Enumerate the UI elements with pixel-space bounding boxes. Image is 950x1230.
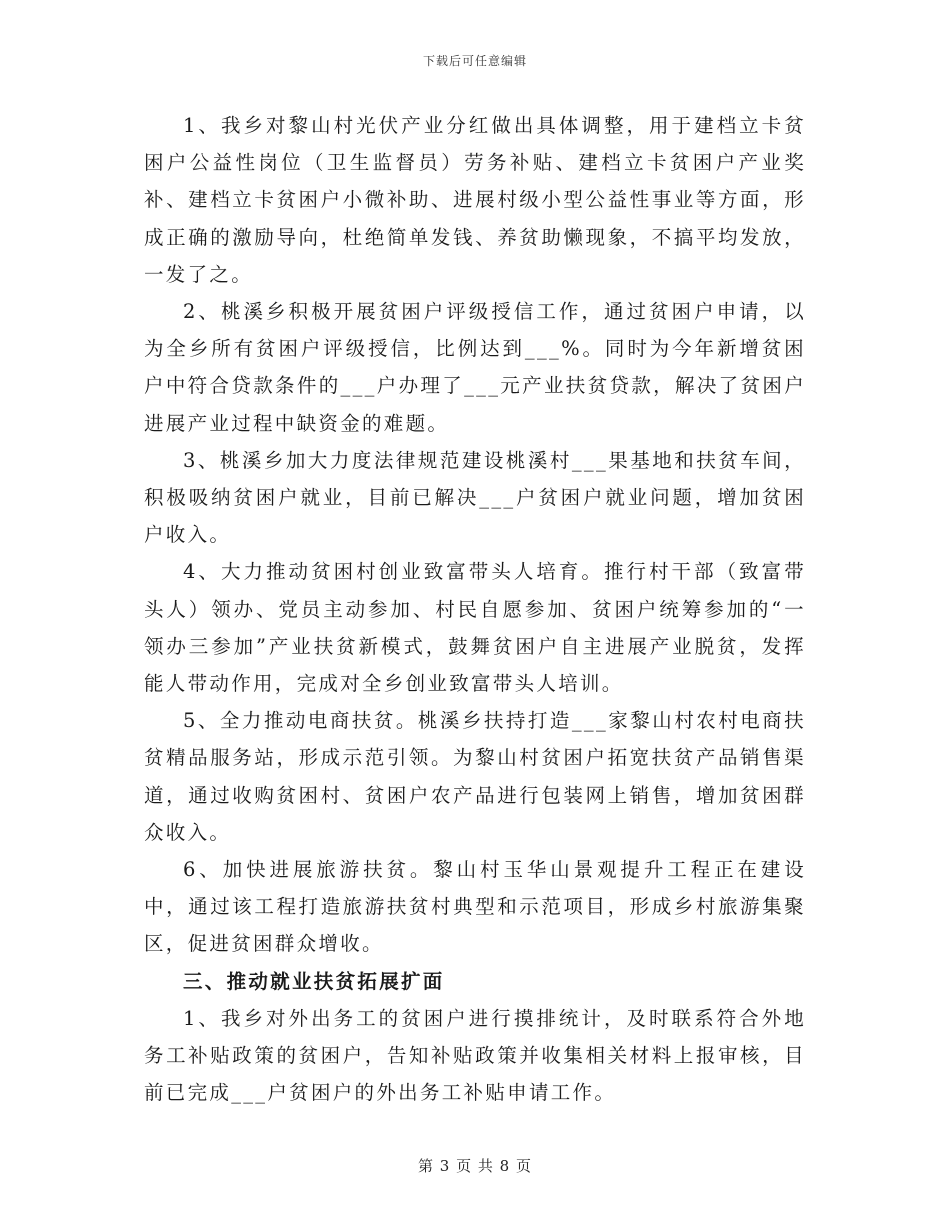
paragraph: 4、大力推动贫困村创业致富带头人培育。推行村干部（致富带头人）领办、党员主动参加、村民自愿参加、贫困户统筹参加的“一领办三参加”产业扶贫新模式，鼓舞贫困户自主进展产业脱贫，发挥能人带动作用，完成对全乡创业致富带头人培训。 <box>144 560 806 696</box>
paragraph: 6、加快进展旅游扶贫。黎山村玉华山景观提升工程正在建设中，通过该工程打造旅游扶贫村典型和示范项目，形成乡村旅游集聚区，促进贫困群众增收。 <box>144 858 806 956</box>
paragraph: 1、我乡对黎山村光伏产业分红做出具体调整，用于建档立卡贫困户公益性岗位（卫生监督员）劳务补贴、建档立卡贫困户产业奖补、建档立卡贫困户小微补助、进展村级小型公益性事业等方面，形成正确的激励导向，杜绝简单发钱、养贫助懒现象，不搞平均发放，一发了之。 <box>144 114 806 286</box>
page-header-note: 下载后可任意编辑 <box>422 54 527 68</box>
document-body <box>144 107 806 1111</box>
section-heading: 三、推动就业扶贫拓展扩面 <box>183 969 445 993</box>
paragraph: 5、全力推动电商扶贫。桃溪乡扶持打造___家黎山村农村电商扶贫精品服务站，形成示范引领。为黎山村贫困户拓宽扶贫产品销售渠道，通过收购贫困村、贫困户农产品进行包装网上销售，增加贫困群众收入。 <box>144 709 806 844</box>
paragraph: 2、桃溪乡积极开展贫困户评级授信工作，通过贫困户申请，以为全乡所有贫困户评级授信，比例达到___%。同时为今年新增贫困户中符合贷款条件的___户办理了___元产业扶贫贷款，解决了贫困户进展产业过程中缺资金的难题。 <box>144 300 806 435</box>
paragraph: 3、桃溪乡加大力度法律规范建设桃溪村___果基地和扶贫车间，积极吸纳贫困户就业，目前已解决___户贫困户就业问题，增加贫困户收入。 <box>144 448 806 547</box>
paragraph: 1、我乡对外出务工的贫困户进行摸排统计，及时联系符合外地务工补贴政策的贫困户，告知补贴政策并收集相关材料上报审核，目前已完成___户贫困户的外出务工补贴申请工作。 <box>144 1006 806 1105</box>
page-number: 第 3 页 共 8 页 <box>418 1157 532 1175</box>
